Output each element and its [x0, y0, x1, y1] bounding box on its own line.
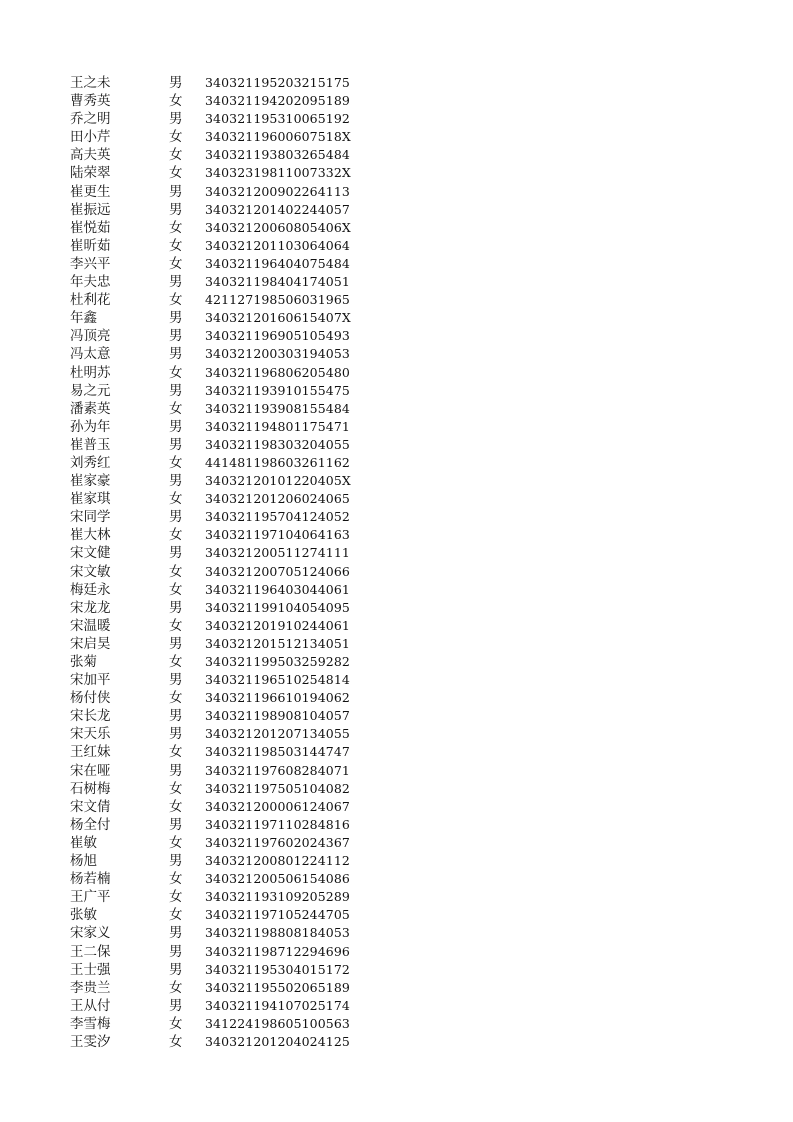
name-cell: 潘素英 [70, 400, 111, 417]
id-number-cell: 340321196610194062 [205, 690, 350, 706]
table-row [70, 183, 370, 201]
table-row [70, 563, 370, 581]
id-number-cell: 34032119600607518X [205, 129, 351, 145]
roster-table [70, 74, 370, 1051]
name-cell: 王二保 [70, 943, 111, 960]
id-number-cell: 421127198506031965 [205, 292, 350, 308]
name-cell: 宋文健 [70, 545, 111, 562]
gender-cell: 女 [169, 147, 183, 164]
id-number-cell: 340321201204024125 [205, 1033, 350, 1049]
table-row [70, 943, 370, 961]
table-row [70, 635, 370, 653]
id-number-cell: 340321200303194053 [205, 346, 350, 362]
table-row [70, 707, 370, 725]
gender-cell: 女 [169, 237, 183, 254]
table-row [70, 436, 370, 454]
id-number-cell: 34032120101220405X [205, 473, 351, 489]
name-cell: 曹秀英 [70, 93, 111, 110]
gender-cell: 男 [169, 473, 183, 490]
gender-cell: 男 [169, 925, 183, 942]
id-number-cell: 340321198503144747 [205, 744, 350, 760]
name-cell: 宋在哑 [70, 762, 111, 779]
gender-cell: 男 [169, 509, 183, 526]
table-row [70, 508, 370, 526]
table-row [70, 870, 370, 888]
name-cell: 崔昕茹 [70, 237, 111, 254]
id-number-cell: 340321197104064163 [205, 527, 350, 543]
id-number-cell: 340321198908104057 [205, 708, 350, 724]
id-number-cell: 340321199503259282 [205, 654, 350, 669]
id-number-cell: 340321196905105493 [205, 328, 350, 344]
id-number-cell: 340321193109205289 [205, 889, 350, 905]
table-row [70, 382, 370, 400]
gender-cell: 女 [169, 1033, 183, 1050]
table-row [70, 74, 370, 92]
name-cell: 年夫忠 [70, 274, 111, 291]
name-cell: 崔振远 [70, 201, 111, 218]
id-number-cell: 340321201910244061 [205, 617, 350, 633]
name-cell: 宋龙龙 [70, 599, 111, 616]
id-number-cell: 340321200705124066 [205, 563, 350, 579]
name-cell: 孙为年 [70, 418, 111, 435]
table-row [70, 291, 370, 309]
table-row [70, 906, 370, 924]
name-cell: 崔悦茹 [70, 219, 111, 236]
id-number-cell: 340321198303204055 [205, 436, 350, 452]
table-row [70, 364, 370, 382]
name-cell: 李雪梅 [70, 1015, 111, 1032]
gender-cell: 女 [169, 129, 183, 146]
table-row [70, 128, 370, 146]
table-row [70, 110, 370, 128]
table-row [70, 146, 370, 164]
gender-cell: 男 [169, 708, 183, 725]
gender-cell: 女 [169, 255, 183, 272]
gender-cell: 女 [169, 889, 183, 906]
gender-cell: 女 [169, 744, 183, 761]
gender-cell: 女 [169, 871, 183, 888]
table-row [70, 327, 370, 345]
id-number-cell: 340321197505104082 [205, 780, 350, 796]
name-cell: 王雯汐 [70, 1033, 111, 1050]
table-row [70, 888, 370, 906]
id-number-cell: 34032319811007332X [205, 165, 351, 181]
name-cell: 刘秀红 [70, 454, 111, 471]
name-cell: 李兴平 [70, 255, 111, 272]
gender-cell: 男 [169, 274, 183, 291]
name-cell: 宋文敏 [70, 563, 111, 580]
gender-cell: 女 [169, 907, 183, 924]
id-number-cell: 340321201206024065 [205, 491, 350, 507]
gender-cell: 女 [169, 219, 183, 236]
table-row [70, 689, 370, 707]
id-number-cell: 340321197110284816 [205, 816, 350, 832]
name-cell: 田小芹 [70, 129, 111, 146]
id-number-cell: 340321194202095189 [205, 93, 350, 109]
gender-cell: 男 [169, 961, 183, 978]
table-row [70, 418, 370, 436]
gender-cell: 女 [169, 690, 183, 707]
name-cell: 张敏 [70, 907, 97, 924]
name-cell: 崔大林 [70, 527, 111, 544]
gender-cell: 女 [169, 617, 183, 634]
id-number-cell: 341224198605100563 [205, 1015, 350, 1031]
table-row [70, 653, 370, 671]
table-row [70, 219, 370, 237]
gender-cell: 女 [169, 834, 183, 851]
table-row [70, 816, 370, 834]
name-cell: 杨若楠 [70, 871, 111, 888]
id-number-cell: 340321199104054095 [205, 599, 350, 615]
name-cell: 宋长龙 [70, 708, 111, 725]
gender-cell: 男 [169, 201, 183, 218]
table-row [70, 255, 370, 273]
id-number-cell: 340321196806205480 [205, 364, 350, 380]
id-number-cell: 340321195502065189 [205, 979, 350, 995]
id-number-cell: 34032120160615407X [205, 310, 351, 326]
id-number-cell: 340321197608284071 [205, 762, 350, 778]
id-number-cell: 340321196510254814 [205, 672, 350, 688]
table-row [70, 979, 370, 997]
table-row [70, 671, 370, 689]
table-row [70, 798, 370, 816]
gender-cell: 男 [169, 599, 183, 616]
id-number-cell: 340321201103064064 [205, 237, 350, 253]
table-row [70, 924, 370, 942]
name-cell: 崔普玉 [70, 436, 111, 453]
table-row [70, 544, 370, 562]
name-cell: 乔之明 [70, 111, 111, 128]
name-cell: 崔更生 [70, 183, 111, 200]
name-cell: 高夫英 [70, 147, 111, 164]
gender-cell: 男 [169, 183, 183, 200]
name-cell: 石树梅 [70, 780, 111, 797]
name-cell: 宋加平 [70, 672, 111, 689]
name-cell: 崔敏 [70, 834, 97, 851]
name-cell: 易之元 [70, 382, 111, 399]
gender-cell: 女 [169, 780, 183, 797]
name-cell: 杨旭 [70, 853, 97, 870]
id-number-cell: 340321197105244705 [205, 907, 350, 923]
gender-cell: 女 [169, 165, 183, 182]
table-row [70, 581, 370, 599]
name-cell: 王之未 [70, 75, 111, 91]
gender-cell: 男 [169, 418, 183, 435]
id-number-cell: 340321200902264113 [205, 183, 350, 199]
id-number-cell: 340321197602024367 [205, 834, 350, 850]
table-row [70, 92, 370, 110]
gender-cell: 男 [169, 436, 183, 453]
table-row [70, 834, 370, 852]
table-row [70, 201, 370, 219]
table-row [70, 472, 370, 490]
gender-cell: 女 [169, 654, 183, 670]
table-row [70, 599, 370, 617]
gender-cell: 男 [169, 853, 183, 870]
table-row [70, 1033, 370, 1051]
id-number-cell: 340321195704124052 [205, 509, 350, 525]
table-row [70, 617, 370, 635]
id-number-cell: 441481198603261162 [205, 454, 350, 470]
gender-cell: 女 [169, 491, 183, 508]
table-row [70, 309, 370, 327]
gender-cell: 男 [169, 382, 183, 399]
gender-cell: 男 [169, 328, 183, 345]
gender-cell: 男 [169, 75, 183, 91]
name-cell: 王广平 [70, 889, 111, 906]
id-number-cell: 340321200511274111 [205, 545, 350, 561]
name-cell: 陆荣翠 [70, 165, 111, 182]
id-number-cell: 340321195304015172 [205, 961, 350, 977]
name-cell: 杨全付 [70, 816, 111, 833]
id-number-cell: 340321201207134055 [205, 726, 350, 742]
table-row [70, 725, 370, 743]
id-number-cell: 340321196404075484 [205, 255, 350, 271]
name-cell: 王从付 [70, 997, 111, 1014]
gender-cell: 女 [169, 454, 183, 471]
gender-cell: 男 [169, 545, 183, 562]
id-number-cell: 340321198712294696 [205, 943, 350, 959]
name-cell: 宋家义 [70, 925, 111, 942]
id-number-cell: 340321193910155475 [205, 382, 350, 398]
id-number-cell: 34032120060805406X [205, 219, 351, 235]
table-row [70, 454, 370, 472]
table-row [70, 400, 370, 418]
table-row [70, 961, 370, 979]
name-cell: 宋启昊 [70, 635, 111, 652]
name-cell: 崔家豪 [70, 473, 111, 490]
name-cell: 崔家琪 [70, 491, 111, 508]
gender-cell: 男 [169, 943, 183, 960]
gender-cell: 男 [169, 672, 183, 689]
id-number-cell: 340321195203215175 [205, 75, 350, 90]
id-number-cell: 340321200801224112 [205, 853, 350, 869]
id-number-cell: 340321200506154086 [205, 871, 350, 887]
table-row [70, 997, 370, 1015]
gender-cell: 女 [169, 364, 183, 381]
id-number-cell: 340321194801175471 [205, 418, 350, 434]
table-row [70, 780, 370, 798]
gender-cell: 女 [169, 563, 183, 580]
name-cell: 张菊 [70, 654, 97, 670]
name-cell: 冯太意 [70, 346, 111, 363]
gender-cell: 女 [169, 292, 183, 309]
id-number-cell: 340321200006124067 [205, 798, 350, 814]
table-row [70, 490, 370, 508]
table-row [70, 743, 370, 761]
name-cell: 年鑫 [70, 310, 97, 327]
gender-cell: 女 [169, 979, 183, 996]
gender-cell: 女 [169, 581, 183, 598]
id-number-cell: 340321193803265484 [205, 147, 350, 163]
gender-cell: 男 [169, 816, 183, 833]
id-number-cell: 340321201512134051 [205, 635, 350, 651]
gender-cell: 女 [169, 1015, 183, 1032]
table-row [70, 526, 370, 544]
id-number-cell: 340321201402244057 [205, 201, 350, 217]
name-cell: 王士强 [70, 961, 111, 978]
name-cell: 王红妹 [70, 744, 111, 761]
id-number-cell: 340321196403044061 [205, 581, 350, 597]
table-row [70, 345, 370, 363]
gender-cell: 男 [169, 726, 183, 743]
gender-cell: 男 [169, 997, 183, 1014]
gender-cell: 女 [169, 400, 183, 417]
table-row [70, 273, 370, 291]
name-cell: 杜利花 [70, 292, 111, 309]
table-row [70, 852, 370, 870]
name-cell: 李贵兰 [70, 979, 111, 996]
gender-cell: 男 [169, 635, 183, 652]
name-cell: 宋同学 [70, 509, 111, 526]
gender-cell: 男 [169, 310, 183, 327]
name-cell: 杜明苏 [70, 364, 111, 381]
id-number-cell: 340321198808184053 [205, 925, 350, 941]
id-number-cell: 340321198404174051 [205, 274, 350, 290]
name-cell: 杨付侠 [70, 690, 111, 707]
name-cell: 冯顶亮 [70, 328, 111, 345]
gender-cell: 男 [169, 346, 183, 363]
table-row [70, 164, 370, 182]
gender-cell: 男 [169, 762, 183, 779]
gender-cell: 女 [169, 93, 183, 110]
table-row [70, 1015, 370, 1033]
table-row [70, 762, 370, 780]
id-number-cell: 340321194107025174 [205, 997, 350, 1013]
id-number-cell: 340321193908155484 [205, 400, 350, 416]
id-number-cell: 340321195310065192 [205, 111, 350, 127]
gender-cell: 女 [169, 527, 183, 544]
gender-cell: 男 [169, 111, 183, 128]
name-cell: 宋天乐 [70, 726, 111, 743]
name-cell: 梅廷永 [70, 581, 111, 598]
name-cell: 宋文倩 [70, 798, 111, 815]
name-cell: 宋温暖 [70, 617, 111, 634]
table-row [70, 237, 370, 255]
gender-cell: 女 [169, 798, 183, 815]
